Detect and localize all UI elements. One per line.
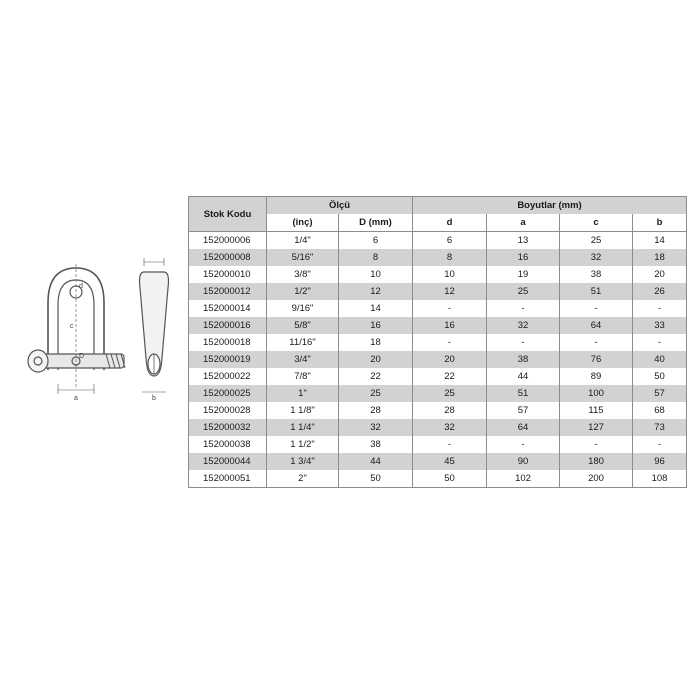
cell-b: 57 xyxy=(633,385,687,402)
cell-inch: 1" xyxy=(267,385,339,402)
cell-a: 32 xyxy=(487,317,560,334)
cell-stock-code: 152000018 xyxy=(189,334,267,351)
cell-a: 57 xyxy=(487,402,560,419)
cell-stock-code: 152000022 xyxy=(189,368,267,385)
cell-D-mm: 12 xyxy=(339,283,413,300)
cell-a: 102 xyxy=(487,470,560,488)
cell-stock-code: 152000006 xyxy=(189,232,267,250)
cell-D-mm: 20 xyxy=(339,351,413,368)
cell-inch: 1 1/8" xyxy=(267,402,339,419)
cell-d: 16 xyxy=(413,317,487,334)
cell-d: 50 xyxy=(413,470,487,488)
cell-stock-code: 152000028 xyxy=(189,402,267,419)
cell-b: 14 xyxy=(633,232,687,250)
cell-D-mm: 6 xyxy=(339,232,413,250)
cell-d: - xyxy=(413,300,487,317)
cell-inch: 2" xyxy=(267,470,339,488)
cell-c: 100 xyxy=(560,385,633,402)
label-D: D xyxy=(79,353,85,360)
cell-c: 76 xyxy=(560,351,633,368)
cell-stock-code: 152000014 xyxy=(189,300,267,317)
cell-a: 64 xyxy=(487,419,560,436)
table-body xyxy=(189,232,687,488)
cell-c: 51 xyxy=(560,283,633,300)
cell-c: 200 xyxy=(560,470,633,488)
cell-d: 8 xyxy=(413,249,487,266)
cell-c: 127 xyxy=(560,419,633,436)
header-inch: (inç) xyxy=(267,214,339,232)
cell-a: 44 xyxy=(487,368,560,385)
cell-b: - xyxy=(633,436,687,453)
cell-b: - xyxy=(633,334,687,351)
cell-stock-code: 152000032 xyxy=(189,419,267,436)
cell-inch: 5/8" xyxy=(267,317,339,334)
cell-a: - xyxy=(487,334,560,351)
cell-D-mm: 14 xyxy=(339,300,413,317)
cell-b: 96 xyxy=(633,453,687,470)
header-size-group: Ölçü xyxy=(267,197,413,215)
cell-a: 90 xyxy=(487,453,560,470)
label-d: d xyxy=(79,283,83,290)
cell-inch: 9/16" xyxy=(267,300,339,317)
cell-stock-code: 152000016 xyxy=(189,317,267,334)
shackle-front-view xyxy=(28,264,125,394)
cell-d: 32 xyxy=(413,419,487,436)
table-row xyxy=(189,419,687,436)
cell-c: - xyxy=(560,334,633,351)
header-b: b xyxy=(633,214,687,232)
table-row xyxy=(189,402,687,419)
cell-d: 28 xyxy=(413,402,487,419)
cell-stock-code: 152000025 xyxy=(189,385,267,402)
cell-b: 73 xyxy=(633,419,687,436)
cell-D-mm: 22 xyxy=(339,368,413,385)
cell-c: 64 xyxy=(560,317,633,334)
cell-c: 32 xyxy=(560,249,633,266)
cell-a: 38 xyxy=(487,351,560,368)
cell-b: 18 xyxy=(633,249,687,266)
cell-stock-code: 152000038 xyxy=(189,436,267,453)
cell-b: 68 xyxy=(633,402,687,419)
cell-stock-code: 152000008 xyxy=(189,249,267,266)
cell-c: 180 xyxy=(560,453,633,470)
cell-D-mm: 32 xyxy=(339,419,413,436)
table-row xyxy=(189,266,687,283)
label-a: a xyxy=(74,395,78,402)
cell-stock-code: 152000051 xyxy=(189,470,267,488)
header-c: c xyxy=(560,214,633,232)
cell-stock-code: 152000044 xyxy=(189,453,267,470)
cell-d: 12 xyxy=(413,283,487,300)
cell-D-mm: 10 xyxy=(339,266,413,283)
table-row xyxy=(189,283,687,300)
cell-b: - xyxy=(633,300,687,317)
table-row xyxy=(189,232,687,250)
cell-d: 45 xyxy=(413,453,487,470)
cell-D-mm: 8 xyxy=(339,249,413,266)
table-row xyxy=(189,453,687,470)
shackle-technical-drawing xyxy=(14,258,174,408)
cell-inch: 1 3/4" xyxy=(267,453,339,470)
cell-a: - xyxy=(487,300,560,317)
table-row xyxy=(189,368,687,385)
shackle-side-view xyxy=(140,258,169,392)
label-b: b xyxy=(152,395,156,402)
cell-d: 6 xyxy=(413,232,487,250)
cell-D-mm: 25 xyxy=(339,385,413,402)
cell-a: 25 xyxy=(487,283,560,300)
cell-D-mm: 50 xyxy=(339,470,413,488)
cell-d: - xyxy=(413,334,487,351)
table-row xyxy=(189,385,687,402)
cell-inch: 1 1/2" xyxy=(267,436,339,453)
cell-b: 108 xyxy=(633,470,687,488)
cell-b: 33 xyxy=(633,317,687,334)
cell-inch: 1/2" xyxy=(267,283,339,300)
cell-a: - xyxy=(487,436,560,453)
specification-table xyxy=(188,196,687,488)
cell-c: 38 xyxy=(560,266,633,283)
cell-c: 115 xyxy=(560,402,633,419)
cell-D-mm: 38 xyxy=(339,436,413,453)
cell-inch: 1 1/4" xyxy=(267,419,339,436)
table-row xyxy=(189,317,687,334)
label-c: c xyxy=(70,323,74,330)
cell-b: 26 xyxy=(633,283,687,300)
cell-c: - xyxy=(560,436,633,453)
cell-stock-code: 152000010 xyxy=(189,266,267,283)
cell-d: 25 xyxy=(413,385,487,402)
cell-d: 10 xyxy=(413,266,487,283)
cell-a: 13 xyxy=(487,232,560,250)
header-d: d xyxy=(413,214,487,232)
cell-inch: 3/4" xyxy=(267,351,339,368)
cell-c: - xyxy=(560,300,633,317)
table-row xyxy=(189,436,687,453)
cell-D-mm: 18 xyxy=(339,334,413,351)
cell-a: 19 xyxy=(487,266,560,283)
table-header-row xyxy=(189,197,687,215)
cell-inch: 1/4" xyxy=(267,232,339,250)
cell-D-mm: 44 xyxy=(339,453,413,470)
cell-b: 50 xyxy=(633,368,687,385)
cell-D-mm: 28 xyxy=(339,402,413,419)
table-row xyxy=(189,300,687,317)
cell-inch: 3/8" xyxy=(267,266,339,283)
cell-stock-code: 152000012 xyxy=(189,283,267,300)
cell-D-mm: 16 xyxy=(339,317,413,334)
table-row xyxy=(189,470,687,488)
header-a: a xyxy=(487,214,560,232)
header-D-mm: D (mm) xyxy=(339,214,413,232)
header-stock-code: Stok Kodu xyxy=(189,197,267,232)
table-row xyxy=(189,351,687,368)
table-row xyxy=(189,334,687,351)
cell-c: 25 xyxy=(560,232,633,250)
cell-b: 40 xyxy=(633,351,687,368)
table-row xyxy=(189,249,687,266)
cell-inch: 5/16" xyxy=(267,249,339,266)
cell-inch: 7/8" xyxy=(267,368,339,385)
cell-a: 16 xyxy=(487,249,560,266)
cell-d: 20 xyxy=(413,351,487,368)
cell-d: 22 xyxy=(413,368,487,385)
cell-a: 51 xyxy=(487,385,560,402)
cell-inch: 11/16" xyxy=(267,334,339,351)
cell-stock-code: 152000019 xyxy=(189,351,267,368)
header-dimensions-group: Boyutlar (mm) xyxy=(413,197,687,215)
cell-c: 89 xyxy=(560,368,633,385)
cell-d: - xyxy=(413,436,487,453)
cell-b: 20 xyxy=(633,266,687,283)
